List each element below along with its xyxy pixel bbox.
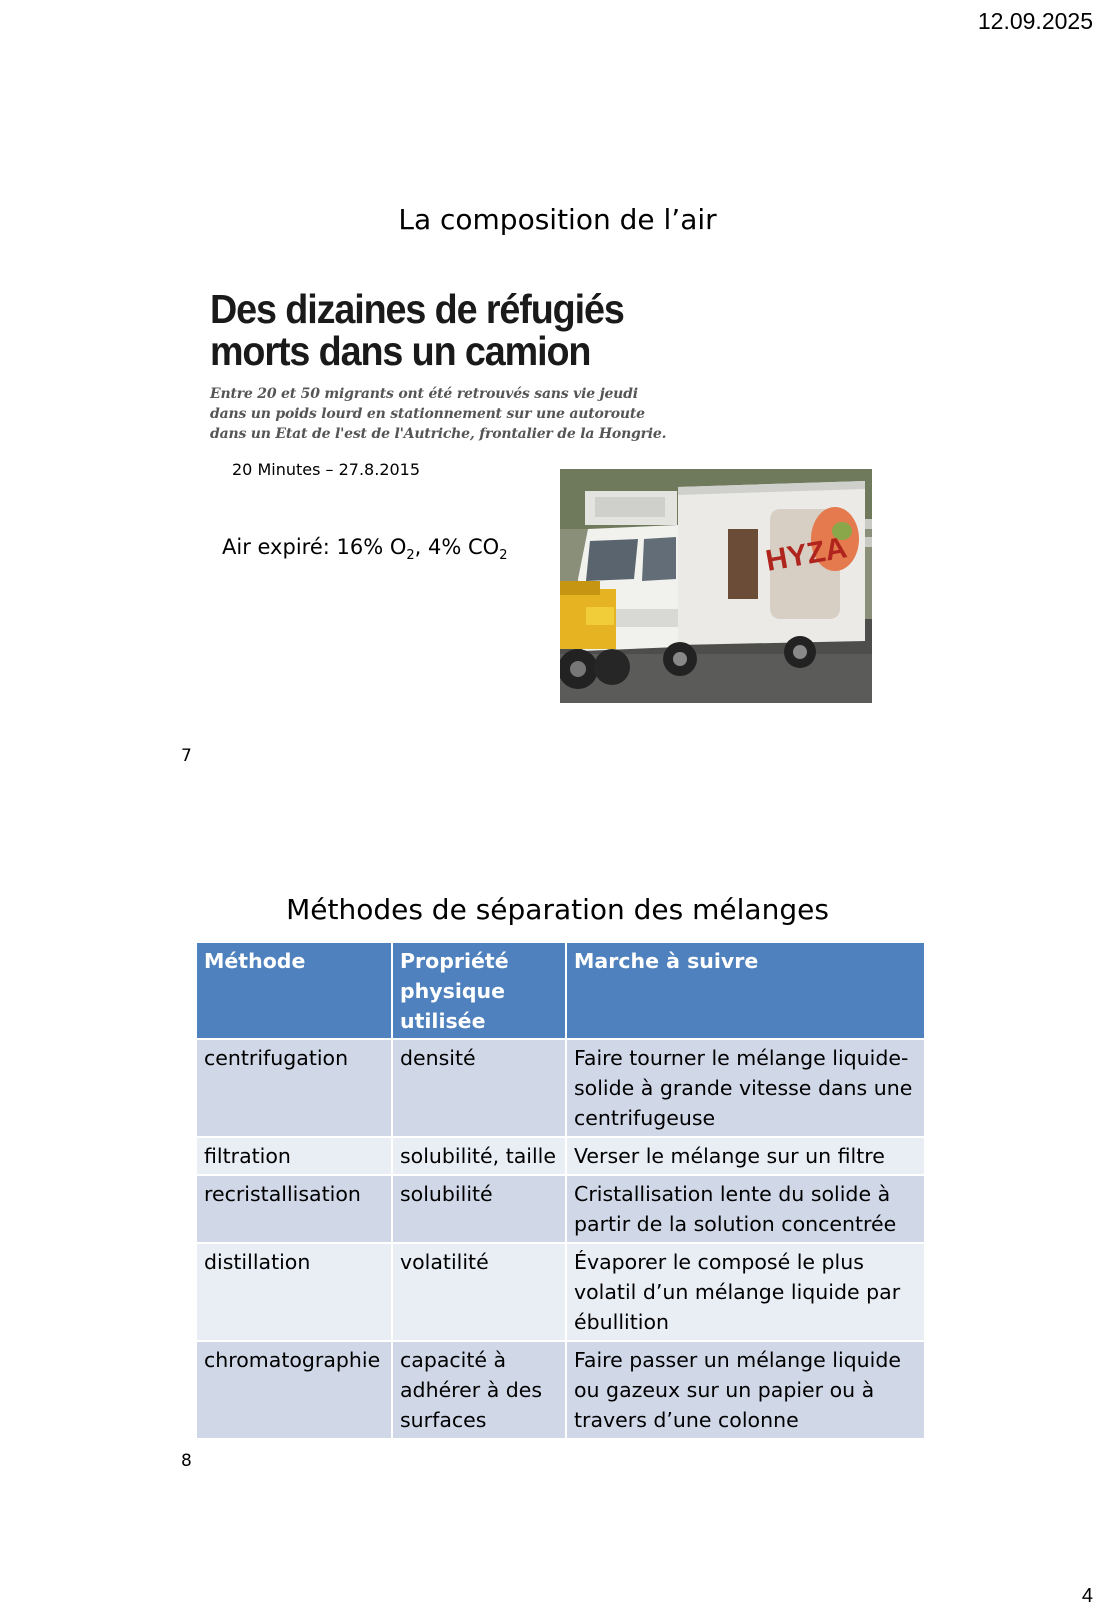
method-cell: distillation xyxy=(197,1243,392,1341)
property-cell: solubilité, taille xyxy=(392,1137,566,1175)
headline-line-2: morts dans un camion xyxy=(210,328,591,374)
method-cell: filtration xyxy=(197,1137,392,1175)
header-method: Méthode xyxy=(197,943,392,1039)
header-property: Propriété physique utilisée xyxy=(392,943,566,1039)
method-cell: recristallisation xyxy=(197,1175,392,1243)
property-cell: capacité à adhérer à des surfaces xyxy=(392,1341,566,1439)
truck-photo xyxy=(560,469,872,703)
truck-brand-logo: HYZA xyxy=(763,531,850,578)
table-row xyxy=(197,1243,924,1341)
method-cell: centrifugation xyxy=(197,1039,392,1137)
article-source: 20 Minutes – 27.8.2015 xyxy=(232,460,421,479)
headline-line-1: Des dizaines de réfugiés xyxy=(210,286,624,332)
table-row xyxy=(197,1137,924,1175)
table-row xyxy=(197,1175,924,1243)
property-cell: volatilité xyxy=(392,1243,566,1341)
truck-illustration xyxy=(560,469,872,703)
property-cell: densité xyxy=(392,1039,566,1137)
table-header-row xyxy=(197,943,924,1039)
print-date: 12.09.2025 xyxy=(977,8,1093,34)
method-cell: chromatographie xyxy=(197,1341,392,1439)
procedure-cell: Cristallisation lente du solide à partir de la solution concentrée xyxy=(566,1175,924,1243)
page-number: 4 xyxy=(1081,1585,1093,1607)
property-cell: solubilité xyxy=(392,1175,566,1243)
exhaled-air-composition: Air expiré: 16% $O_2$, 4% $CO_2$ xyxy=(222,535,508,564)
procedure-cell: Verser le mélange sur un filtre xyxy=(566,1137,924,1175)
slide-7-number: 7 xyxy=(181,746,192,766)
header-procedure: Marche à suivre xyxy=(566,943,924,1039)
procedure-cell: Évaporer le composé le plus volatil d’un mélange liquide par ébullition xyxy=(566,1243,924,1341)
slide-8-title: Méthodes de séparation des mélanges xyxy=(286,893,829,926)
procedure-cell: Faire tourner le mélange liquide-solide à grande vitesse dans une centrifugeuse xyxy=(566,1039,924,1137)
table-row xyxy=(197,1341,924,1439)
separation-methods-table xyxy=(197,943,924,1440)
table-row xyxy=(197,1039,924,1137)
article-lede: Entre 20 et 50 migrants ont été retrouvés sans vie jeudi dans un poids lourd en stationnement sur une autoroute dans un Etat de l'est de l'Autriche, frontalier de la Hongrie. xyxy=(210,386,667,442)
article-headline xyxy=(210,288,624,372)
slide-7-title: La composition de l’air xyxy=(398,203,717,236)
procedure-cell: Faire passer un mélange liquide ou gazeux sur un papier ou à travers d’une colonne xyxy=(566,1341,924,1439)
slide-8-number: 8 xyxy=(181,1451,192,1471)
